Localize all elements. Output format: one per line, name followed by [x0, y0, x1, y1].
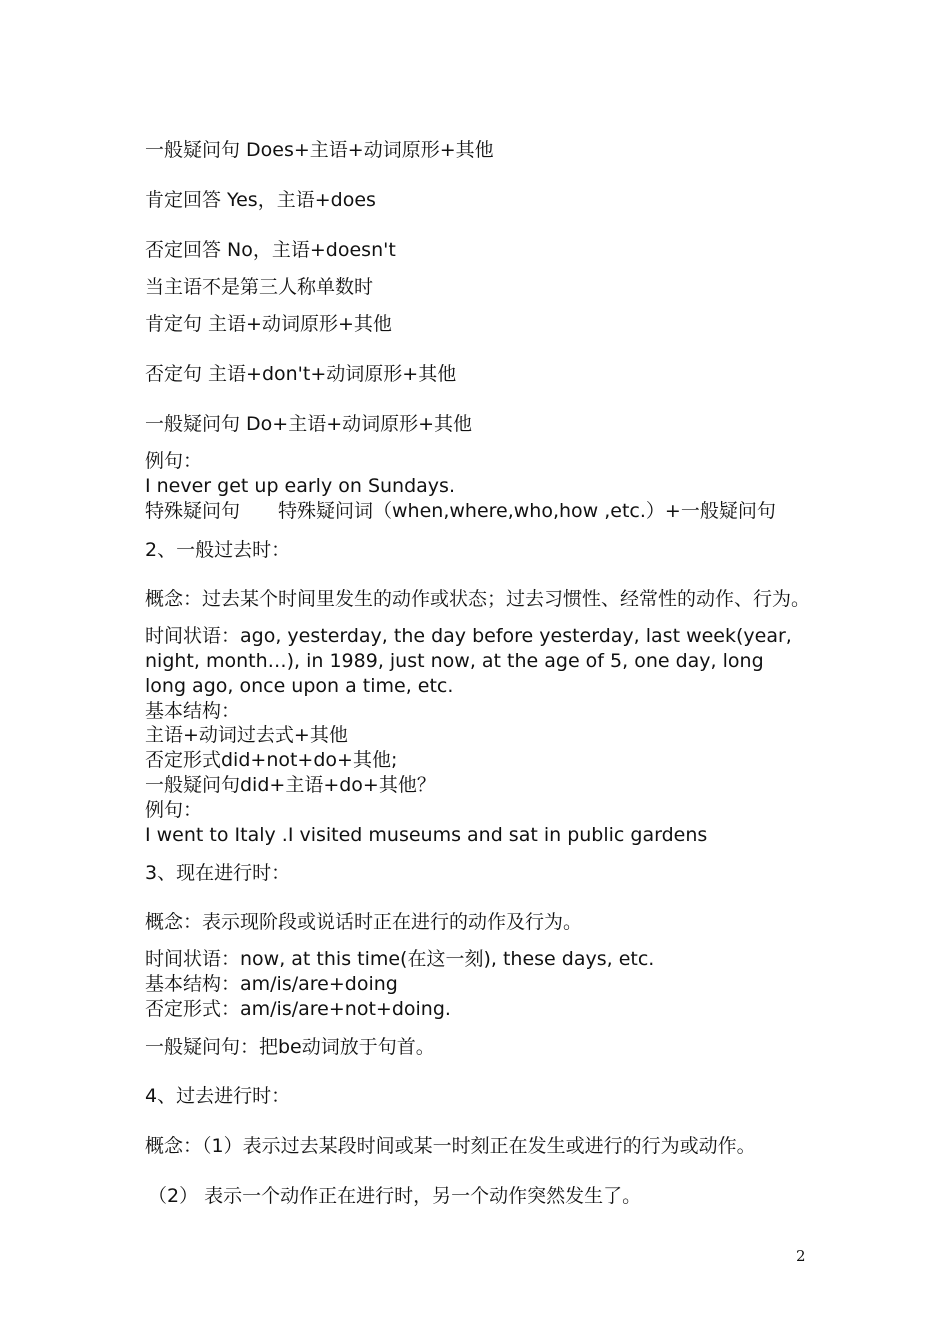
section-heading: 2、一般过去时：	[145, 539, 291, 561]
text-line: 肯定句 主语+动词原形+其他	[145, 313, 392, 335]
section-heading: 3、现在进行时：	[145, 862, 291, 884]
section-heading: 4、过去进行时：	[145, 1085, 291, 1107]
text-line: 基本结构：	[145, 700, 241, 722]
text-line: 例句：	[145, 450, 203, 472]
text-line: night, month…), in 1989, just now, at the age of 5, one day, long	[145, 650, 764, 672]
text-line: I never get up early on Sundays.	[145, 475, 455, 497]
text-line: 一般疑问句did+主语+do+其他？	[145, 774, 436, 796]
text-line: 一般疑问句 Do+主语+动词原形+其他	[145, 413, 473, 435]
text-line: 时间状语：now, at this time(在这一刻), these days, etc.	[145, 948, 655, 970]
text-line: 否定句 主语+don't+动词原形+其他	[145, 363, 457, 385]
text-line	[145, 499, 776, 524]
text-line: 基本结构：am/is/are+doing	[145, 973, 398, 995]
text-line: 例句：	[145, 799, 203, 821]
text-line: long ago, once upon a time, etc.	[145, 675, 454, 697]
special-question-structure: 特殊疑问词（when,where,who,how ,etc.）+一般疑问句	[278, 500, 776, 522]
text-line: 肯定回答 Yes，主语+does	[145, 189, 376, 211]
text-line: 否定形式did+not+do+其他;	[145, 749, 398, 771]
text-line: 否定形式：am/is/are+not+doing.	[145, 998, 451, 1020]
text-line: （2） 表示一个动作正在进行时，另一个动作突然发生了。	[148, 1185, 642, 1207]
text-line: 概念：表示现阶段或说话时正在进行的动作及行为。	[145, 911, 583, 933]
text-line: 否定回答 No，主语+doesn't	[145, 239, 396, 261]
special-question-label: 特殊疑问句	[145, 500, 241, 522]
text-line: 概念：过去某个时间里发生的动作或状态；过去习惯性、经常性的动作、行为。	[145, 588, 811, 610]
page-number: 2	[796, 1247, 806, 1265]
text-line: 当主语不是第三人称单数时	[145, 276, 374, 298]
text-line: I went to Italy .I visited museums and sat in public gardens	[145, 824, 708, 846]
text-line: 时间状语：ago, yesterday, the day before yesterday, last week(year,	[145, 625, 792, 647]
text-line: 主语+动词过去式+其他	[145, 724, 348, 746]
text-line: 一般疑问句 Does+主语+动词原形+其他	[145, 139, 494, 161]
text-line: 一般疑问句：把be动词放于句首。	[145, 1036, 435, 1058]
text-line: 概念：（1）表示过去某段时间或某一时刻正在发生或进行的行为或动作。	[145, 1135, 756, 1157]
